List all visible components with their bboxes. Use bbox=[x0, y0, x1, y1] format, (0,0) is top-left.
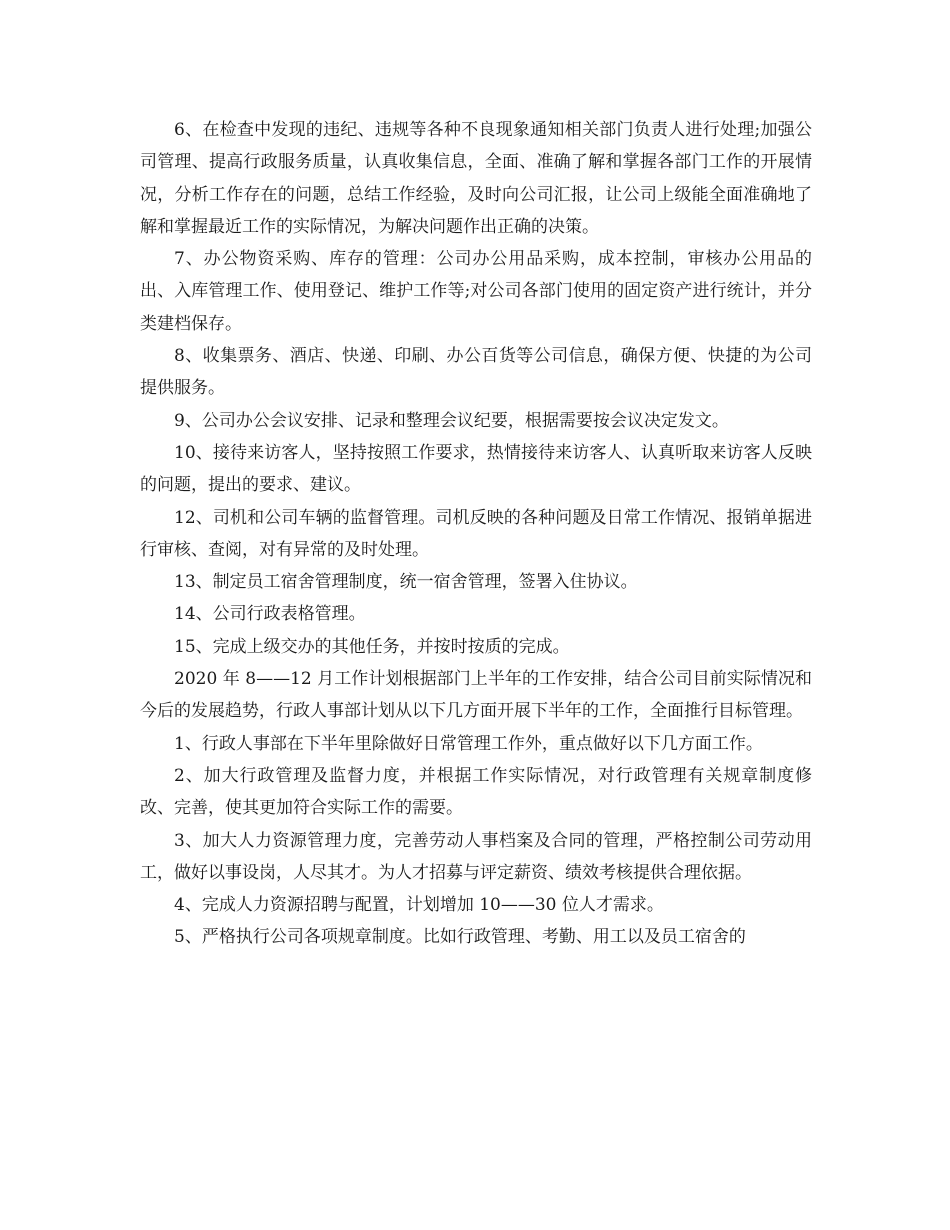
paragraph-plan-2: 2、加大行政管理及监督力度，并根据工作实际情况，对行政管理有关规章制度修改、完善，使其更加符合实际工作的需要。 bbox=[140, 765, 812, 819]
document-body bbox=[140, 114, 812, 954]
paragraph-plan-1: 1、行政人事部在下半年里除做好日常管理工作外，重点做好以下几方面工作。 bbox=[174, 733, 763, 754]
paragraph-plan-4: 4、完成人力资源招聘与配置，计划增加 10——30 位人才需求。 bbox=[174, 895, 664, 916]
paragraph-item-12: 12、司机和公司车辆的监督管理。司机反映的各种问题及日常工作情况、报销单据进行审核、查阅，对有异常的及时处理。 bbox=[140, 507, 812, 560]
paragraph-plan-5: 5、严格执行公司各项规章制度。比如行政管理、考勤、用工以及员工宿舍的 bbox=[174, 927, 746, 948]
paragraph-item-6: 6、在检查中发现的违纪、违规等各种不良现象通知相关部门负责人进行处理;加强公司管理、提高行政服务质量，认真收集信息，全面、准确了解和掌握各部门工作的开展情况，分析工作存在的问题，总结工作经验，及时向公司汇报，让公司上级能全面准确地了解和掌握最近工作的实际情况，为解决问题作出正确的决策。 bbox=[140, 120, 812, 237]
paragraph-item-8: 8、收集票务、酒店、快递、印刷、办公百货等公司信息，确保方便、快捷的为公司提供服务。 bbox=[140, 346, 812, 399]
paragraph-item-15: 15、完成上级交办的其他任务，并按时按质的完成。 bbox=[174, 636, 570, 657]
paragraph-item-14: 14、公司行政表格管理。 bbox=[174, 604, 366, 625]
paragraph-item-7: 7、办公物资采购、库存的管理：公司办公用品采购，成本控制，审核办公用品的出、入库管理工作、使用登记、维护工作等;对公司各部门使用的固定资产进行统计，并分类建档保存。 bbox=[140, 249, 812, 334]
paragraph-item-10: 10、接待来访客人，坚持按照工作要求，热情接待来访客人、认真听取来访客人反映的问题，提出的要求、建议。 bbox=[140, 442, 812, 496]
paragraph-plan-3: 3、加大人力资源管理力度，完善劳动人事档案及合同的管理，严格控制公司劳动用工，做好以事设岗，人尽其才。为人才招募与评定薪资、绩效考核提供合理依据。 bbox=[140, 830, 812, 883]
paragraph-item-13: 13、制定员工宿舍管理制度，统一宿舍管理，签署入住协议。 bbox=[174, 572, 638, 593]
paragraph-plan-intro: 2020 年 8——12 月工作计划根据部门上半年的工作安排，结合公司目前实际情况和今后的发展趋势，行政人事部计划从以下几方面开展下半年的工作，全面推行目标管理。 bbox=[140, 669, 812, 722]
paragraph-item-9: 9、公司办公会议安排、记录和整理会议纪要，根据需要按会议决定发文。 bbox=[174, 410, 729, 431]
